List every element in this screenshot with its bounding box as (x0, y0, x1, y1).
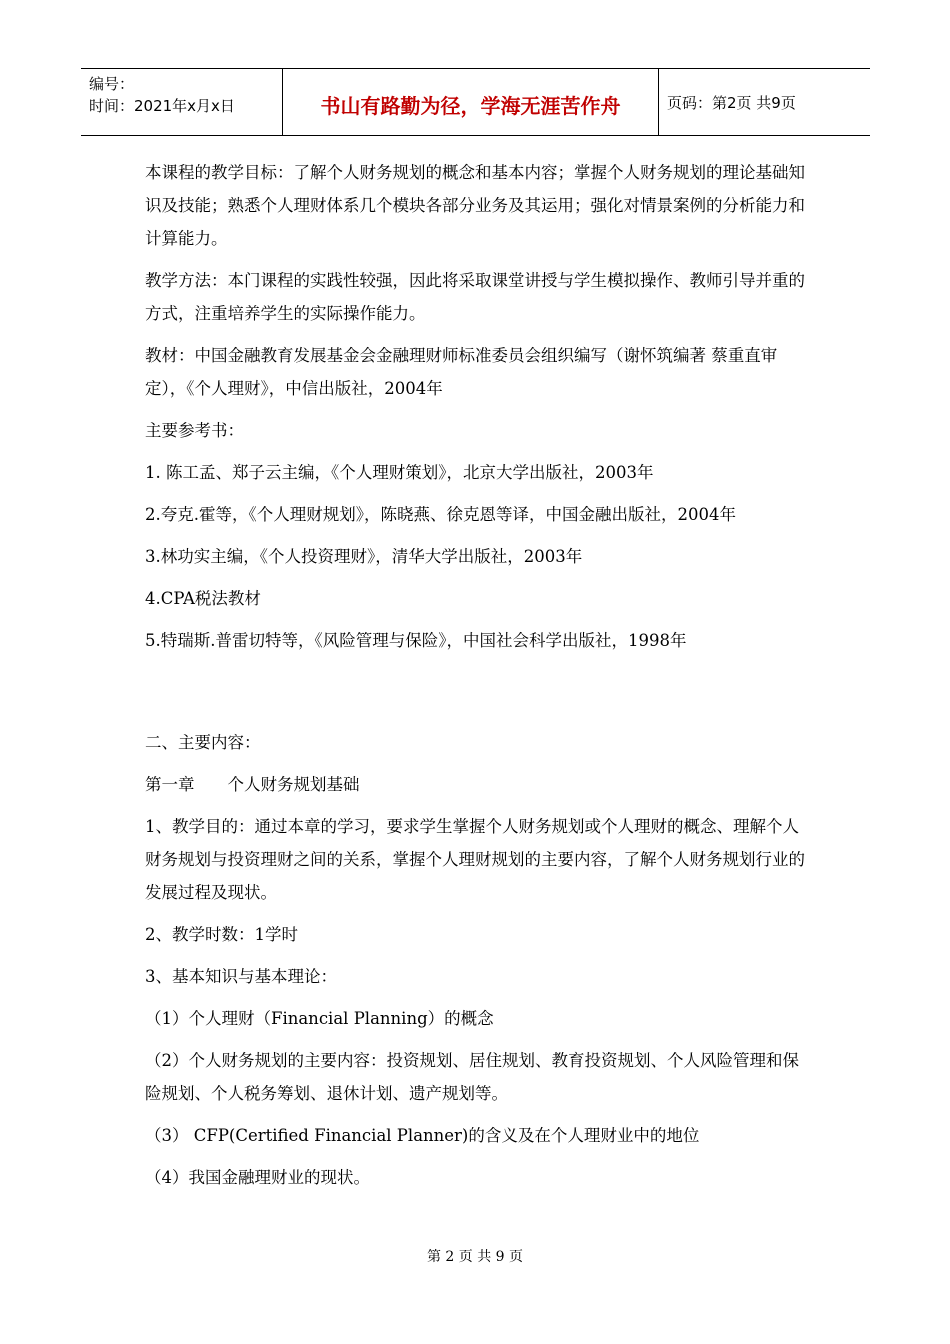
date-label: 时间：2021年x月x日 (89, 97, 235, 115)
page-footer: 第 2 页 共 9 页 (426, 1249, 524, 1265)
reference-item: 1. 陈工孟、郑子云主编，《个人理财策划》，北京大学出版社，2003年 (145, 463, 654, 482)
teaching-objective-paragraph: 1、教学目的：通过本章的学习，要求学生掌握个人财务规划或个人理财的概念、理解个人财务规划与投资理财之间的关系，掌握个人理财规划的主要内容，了解个人财务规划行业的发展过程及现状。 (145, 817, 805, 902)
reference-item: 5.特瑞斯.普雷切特等，《风险管理与保险》，中国社会科学出版社，1998年 (145, 631, 687, 650)
section-heading: 二、主要内容： (145, 733, 261, 752)
teaching-hours-paragraph: 2、教学时数：1学时 (145, 925, 298, 944)
chapter-title: 第一章 个人财务规划基础 (145, 775, 360, 794)
reference-item: 4.CPA税法教材 (145, 589, 261, 608)
page-header (81, 68, 870, 136)
references-heading: 主要参考书： (145, 421, 244, 440)
textbook-paragraph: 教材：中国金融教育发展基金会金融理财师标准委员会组织编写（谢怀筑编著 蔡重直审定），《个人理财》，中信出版社，2004年 (145, 346, 778, 398)
header-meta (81, 69, 283, 135)
number-label: 编号： (89, 75, 135, 93)
reference-item: 3.林功实主编，《个人投资理财》，清华大学出版社，2003年 (145, 547, 583, 566)
course-goal-paragraph: 本课程的教学目标：了解个人财务规划的概念和基本内容；掌握个人财务规划的理论基础知识及技能；熟悉个人理财体系几个模块各部分业务及其运用；强化对情景案例的分析能力和计算能力。 (145, 163, 805, 248)
knowledge-item: （4）我国金融理财业的现状。 (145, 1168, 370, 1187)
teaching-method-paragraph: 教学方法：本门课程的实践性较强，因此将采取课堂讲授与学生模拟操作、教师引导并重的方式，注重培养学生的实际操作能力。 (145, 271, 805, 323)
document-body (145, 156, 805, 1203)
knowledge-item: （3） CFP(Certified Financial Planner)的含义及在个人理财业中的地位 (145, 1126, 700, 1145)
basic-knowledge-heading: 3、基本知识与基本理论： (145, 967, 337, 986)
knowledge-item: （2）个人财务规划的主要内容：投资规划、居住规划、教育投资规划、个人风险管理和保险规划、个人税务筹划、退休计划、遗产规划等。 (145, 1051, 799, 1103)
section-spacer (145, 666, 805, 726)
knowledge-item: （1）个人理财（Financial Planning）的概念 (145, 1009, 494, 1028)
reference-item: 2.夸克.霍等，《个人理财规划》，陈晓燕、徐克恩等译，中国金融出版社，2004年 (145, 505, 736, 524)
header-motto: 书山有路勤为径，学海无涯苦作舟 (283, 69, 659, 135)
header-page-number: 页码：第2页 共9页 (667, 93, 796, 112)
